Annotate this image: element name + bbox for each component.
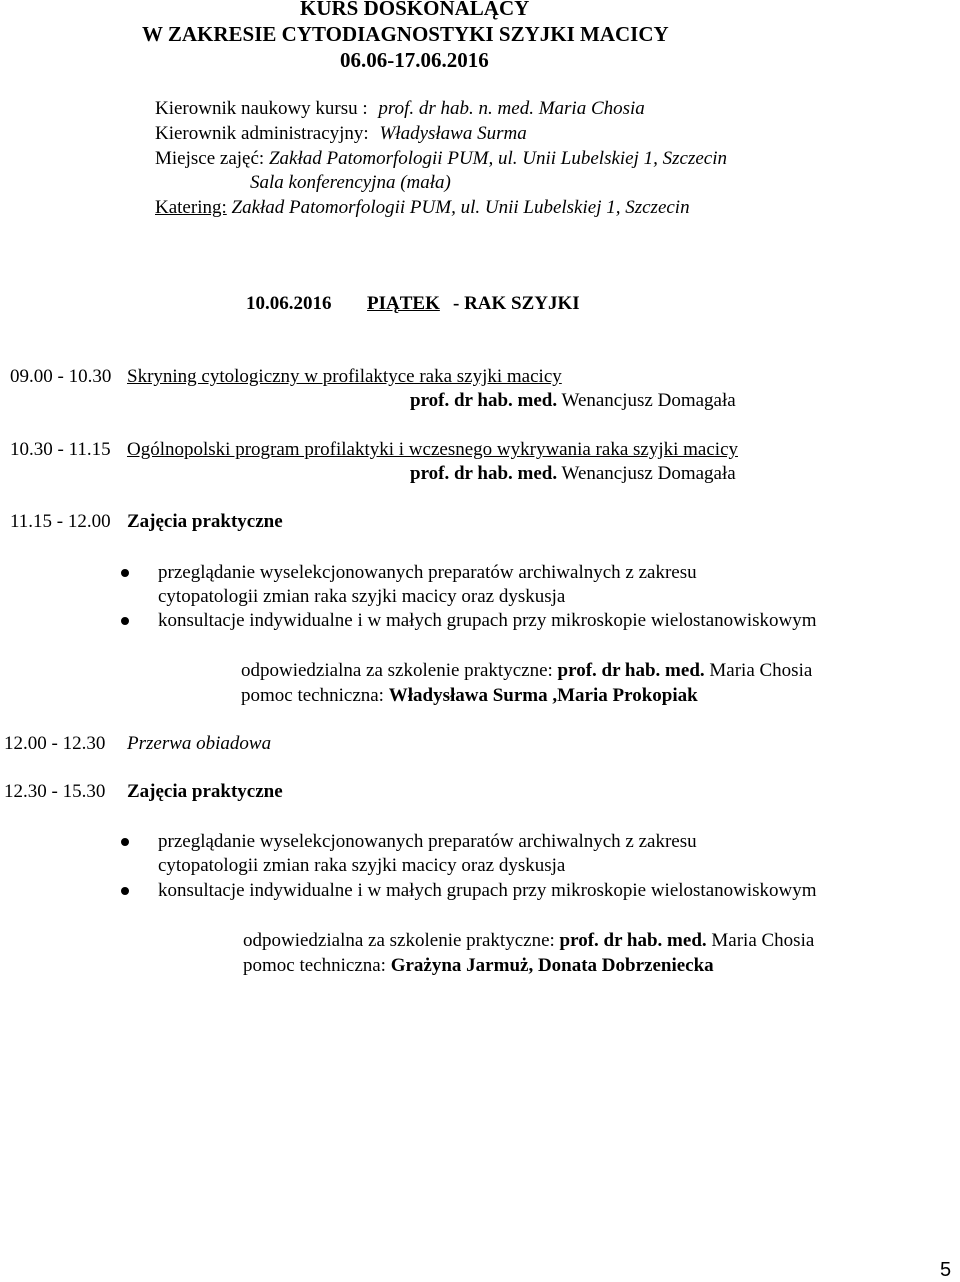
day-weekday: PIĄTEK (367, 293, 440, 314)
session-5-technical (243, 954, 714, 978)
session-5-bullet1-line2: cytopatologii zmian raka szyjki macicy oraz dyskusja (158, 855, 566, 876)
admin-row (155, 122, 527, 146)
title-dates: 06.06-17.06.2016 (340, 48, 489, 72)
session-3-title: Zajęcia praktyczne (127, 511, 283, 532)
session-3-responsible (241, 659, 812, 683)
session-5-title: Zajęcia praktyczne (127, 781, 283, 802)
catering-value: Zakład Patomorfologii PUM, ul. Unii Lubelskiej 1, Szczecin (231, 197, 690, 218)
title-line2: W ZAKRESIE CYTODIAGNOSTYKI SZYJKI MACICY (142, 22, 669, 46)
session-2-time: 10.30 - 11.15 (10, 439, 111, 460)
session-4-time: 12.00 - 12.30 (4, 733, 106, 754)
session-4-title: Przerwa obiadowa (127, 733, 272, 754)
day-date: 10.06.2016 (246, 293, 332, 314)
place-value: Zakład Patomorfologii PUM, ul. Unii Lubelskiej 1, Szczecin (268, 148, 728, 169)
session-3-tech-label: pomoc techniczna: (241, 685, 384, 706)
admin-label: Kierownik administracyjny: (155, 123, 369, 144)
session-3-tech-names: Władysława Surma ,Maria Prokopiak (388, 685, 698, 706)
session-3-bullet2: konsultacje indywidualne i w małych grupach przy mikroskopie wielostanowiskowym (158, 610, 817, 631)
session-3-resp-name: Maria Chosia (709, 660, 813, 681)
session-5-resp-prefix: prof. dr hab. med. (559, 930, 707, 951)
manager-label: Kierownik naukowy kursu : (155, 98, 368, 119)
session-5-tech-names: Grażyna Jarmuż, Donata Dobrzeniecka (390, 955, 714, 976)
title-line1: KURS DOSKONALĄCY (300, 0, 530, 20)
session-1-lecturer-prefix: prof. dr hab. med. (410, 390, 558, 411)
session-5-responsible (243, 929, 814, 953)
place-row (155, 147, 727, 171)
session-3-technical (241, 684, 698, 708)
session-3-resp-prefix: prof. dr hab. med. (557, 660, 705, 681)
bullet-icon (121, 838, 129, 846)
session-2-lecturer-prefix: prof. dr hab. med. (410, 463, 558, 484)
bullet-icon (121, 569, 129, 577)
catering-label: Katering: (155, 197, 227, 218)
session-2-lecturer-name: Wenancjusz Domagała (561, 463, 736, 484)
session-5-bullet2: konsultacje indywidualne i w małych grupach przy mikroskopie wielostanowiskowym (158, 880, 817, 901)
session-3-bullet1-line1: przeglądanie wyselekcjonowanych preparatów archiwalnych z zakresu (158, 562, 697, 583)
manager-row (155, 97, 645, 121)
manager-value: prof. dr hab. n. med. Maria Chosia (378, 98, 645, 119)
session-1-lecturer (410, 389, 736, 413)
session-2-lecturer (410, 462, 736, 486)
session-3-time: 11.15 - 12.00 (10, 511, 111, 532)
bullet-icon (121, 887, 129, 895)
session-2-title: Ogólnopolski program profilaktyki i wczesnego wykrywania raka szyjki macicy (127, 439, 738, 460)
session-1-title: Skryning cytologiczny w profilaktyce raka szyjki macicy (127, 366, 562, 387)
catering-row (155, 196, 690, 220)
session-3-bullet1-line2: cytopatologii zmian raka szyjki macicy oraz dyskusja (158, 586, 566, 607)
session-5-time: 12.30 - 15.30 (4, 781, 106, 802)
admin-value: Władysława Surma (379, 123, 527, 144)
session-5-bullet1-line1: przeglądanie wyselekcjonowanych preparatów archiwalnych z zakresu (158, 831, 697, 852)
bullet-icon (121, 617, 129, 625)
place-label: Miejsce zajęć: (155, 148, 265, 169)
session-5-resp-label: odpowiedzialna za szkolenie praktyczne: (243, 930, 555, 951)
session-5-resp-name: Maria Chosia (711, 930, 815, 951)
session-1-time: 09.00 - 10.30 (10, 366, 112, 387)
session-1-lecturer-name: Wenancjusz Domagała (561, 390, 736, 411)
day-topic: - RAK SZYJKI (453, 293, 580, 314)
page-number: 5 (940, 1259, 952, 1281)
session-5-tech-label: pomoc techniczna: (243, 955, 386, 976)
session-3-resp-label: odpowiedzialna za szkolenie praktyczne: (241, 660, 553, 681)
place-room: Sala konferencyjna (mała) (250, 172, 451, 193)
